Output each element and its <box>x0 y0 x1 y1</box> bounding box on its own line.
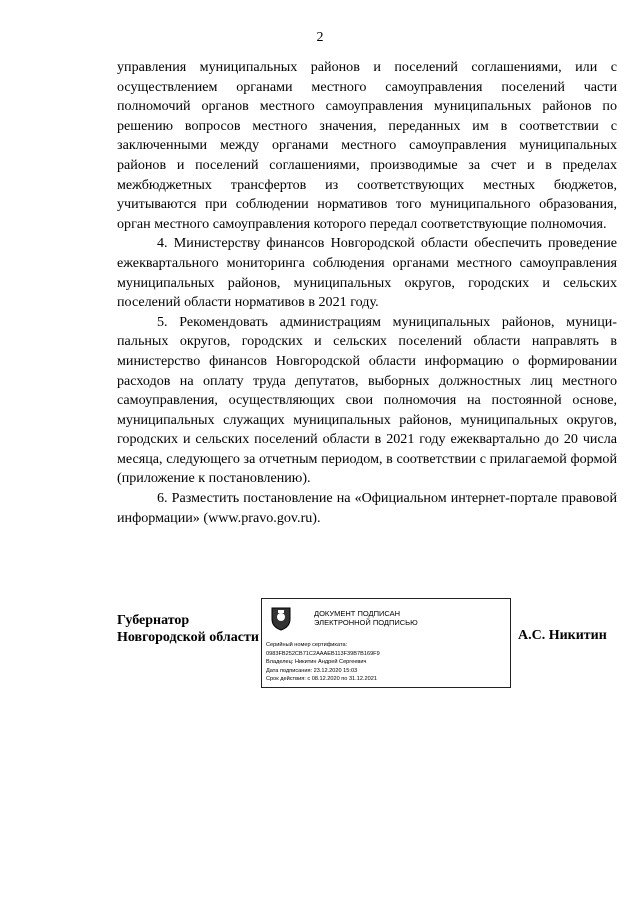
certificate-label: Серийный номер сертификата: <box>266 642 348 648</box>
paragraph-item-5: 5. Рекомендовать администрациям муниципальных районов, муници-пальных округов, городских и сельских поселений области направлять в министерство финансов Новгородской области информацию о формировании расходов на оплату труда депутатов, выборных должностных лиц местного самоуправления, осуществляющих свои полномочия на постоянной основе, муниципальных служащих муниципальных районов, муниципальных округов, городских и сельских поселений области в 2021 году ежеквартально до 20 числа месяца, следующего за отчетным периодом, в соответствии с прилагаемой формой (приложение к постановлению). <box>117 313 617 487</box>
electronic-signature-stamp <box>261 598 511 688</box>
page-number: 2 <box>316 30 324 45</box>
paragraph-continuation: управления муниципальных районов и поселений соглашениями, или с осуществлением органами местного самоуправления поселений части полномочий органов местного самоуправления муниципальных районов по решению вопросов местного значения, переданных им в соответствии с заключенными между органами местного самоуправления муниципальных районов и поселений соглашениями, производимые за счет и в пределах межбюджетных трансфертов из соответствующих местных бюджетов, учитываются при соблюдении нормативов того муниципального образования, орган местного самоуправления которого передал соответствующие полномочия. <box>117 59 617 232</box>
signatory-title-line2: Новгородской области <box>117 630 259 645</box>
paragraph-item-6: 6. Разместить постановление на «Официальном интернет-портале правовой информации» (www.pravo.gov.ru). <box>117 490 617 526</box>
certificate-owner: Владелец: Никитин Андрей Сергеевич <box>266 659 367 666</box>
signatory-title <box>117 612 259 646</box>
signatory-name: А.С. Никитин <box>518 628 607 643</box>
stamp-heading-line1: ДОКУМЕНТ ПОДПИСАН <box>314 609 401 618</box>
stamp-heading <box>314 609 418 627</box>
stamp-details <box>266 641 380 684</box>
signing-date: Дата подписания: 23.12.2020 15:03 <box>266 667 358 674</box>
document-body <box>117 58 617 528</box>
paragraph-item-4: 4. Министерству финансов Новгородской области обеспечить проведение ежеквартального мониторинга соблюдения органами местного самоуправления муниципальных районов, муниципальных округов, городских и сельских поселений области нормативов в 2021 году. <box>117 235 617 311</box>
certificate-validity: Срок действия: с 08.12.2020 по 31.12.2021 <box>266 676 377 683</box>
coat-of-arms-icon <box>270 605 292 631</box>
stamp-heading-line2: ЭЛЕКТРОННОЙ ПОДПИСЬЮ <box>314 618 418 627</box>
certificate-number: 0983FB252CB71C2AAAEB113F39B7B169F9 <box>266 650 380 657</box>
signatory-title-line1: Губернатор <box>117 613 190 628</box>
